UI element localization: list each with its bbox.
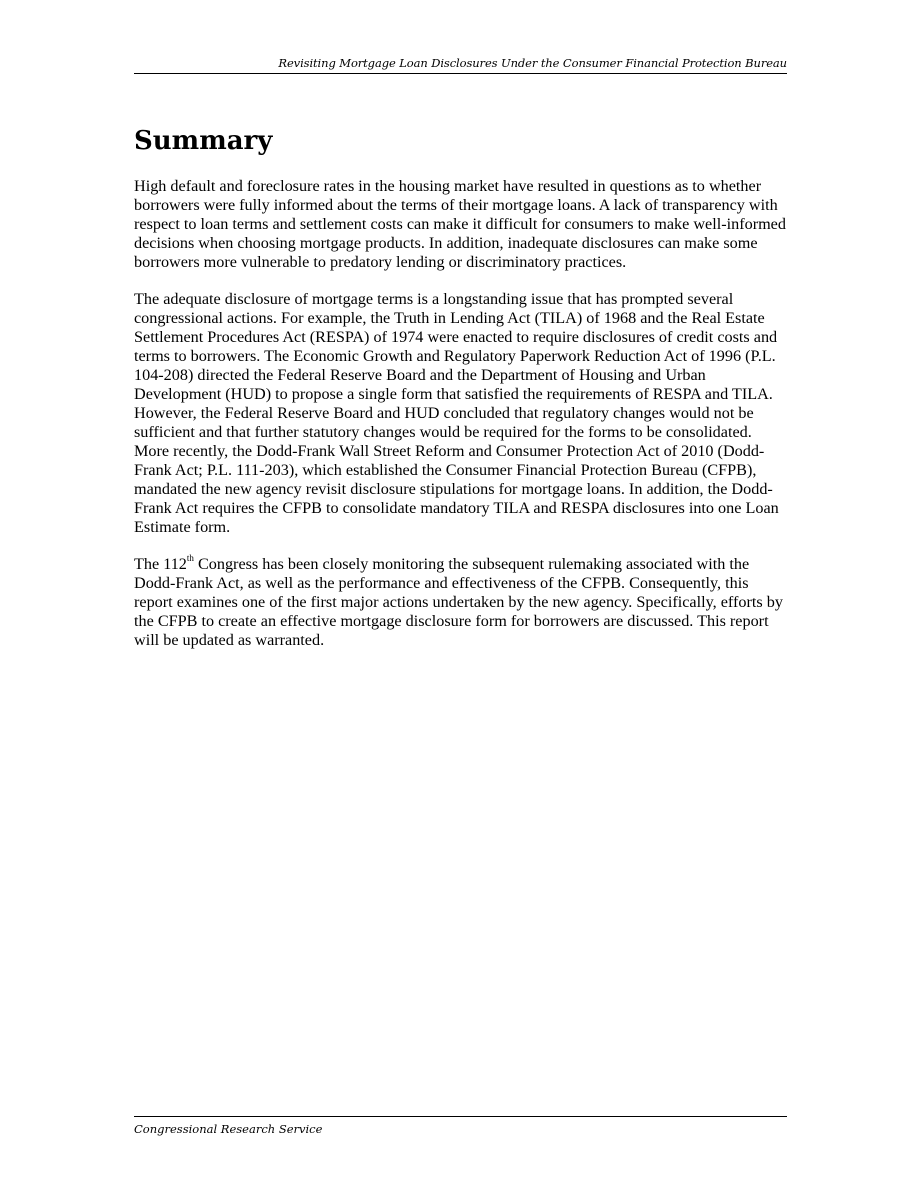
paragraph-3 — [134, 552, 787, 650]
paragraph-1: High default and foreclosure rates in the housing market have resulted in questions as to whether borrowers were fully informed about the terms of their mortgage loans. A lack of transparency with respect to loan terms and settlement costs can make it difficult for consumers to make well-informed decisions when choosing mortgage products. In addition, inadequate disclosures can make some borrowers more vulnerable to predatory lending or discriminatory practices. — [134, 177, 786, 271]
page-footer — [134, 1116, 787, 1138]
summary-body — [134, 177, 787, 668]
running-header-title: Revisiting Mortgage Loan Disclosures Under the Consumer Financial Protection Bureau — [278, 56, 787, 70]
footer-organization: Congressional Research Service — [134, 1122, 323, 1136]
paragraph-3-rest: Congress has been closely monitoring the subsequent rulemaking associated with the Dodd-Frank Act, as well as the performance and effectiveness of the CFPB. Consequently, this report examines one of the first major actions undertaken by the new agency. Specifically, efforts by the CFPB to create an effective mortgage disclosure form for borrowers are discussed. This report will be updated as warranted. — [134, 555, 783, 649]
section-title: Summary — [134, 126, 273, 156]
paragraph-2: The adequate disclosure of mortgage terms is a longstanding issue that has prompted several congressional actions. For example, the Truth in Lending Act (TILA) of 1968 and the Real Estate Settlement Procedures Act (RESPA) of 1974 were enacted to require disclosures of credit costs and terms to borrowers. The Economic Growth and Regulatory Paperwork Reduction Act of 1996 (P.L. 104-208) directed the Federal Reserve Board and the Department of Housing and Urban Development (HUD) to propose a single form that satisfied the requirements of RESPA and TILA. However, the Federal Reserve Board and HUD concluded that regulatory changes would not be sufficient and that further statutory changes would be required for the forms to be consolidated. More recently, the Dodd-Frank Wall Street Reform and Consumer Protection Act of 2010 (Dodd-Frank Act; P.L. 111-203), which established the Consumer Financial Protection Bureau (CFPB), mandated the new agency revisit disclosure stipulations for mortgage loans. In addition, the Dodd-Frank Act requires the CFPB to consolidate mandatory TILA and RESPA disclosures into one Loan Estimate form. — [134, 290, 779, 536]
ordinal-superscript: th — [186, 552, 194, 563]
running-header — [134, 55, 787, 74]
paragraph-3-prefix: The 112 — [134, 555, 187, 573]
